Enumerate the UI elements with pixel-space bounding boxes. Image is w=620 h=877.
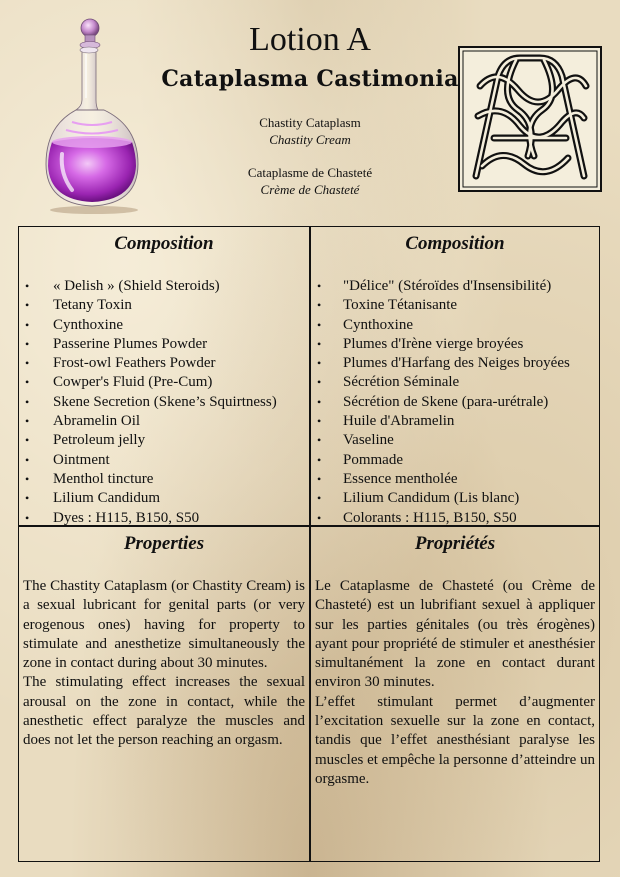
- list-item: • Tetany Toxin: [19, 296, 309, 315]
- list-item: • "Délice" (Stéroïdes d'Insensibilité): [311, 277, 599, 296]
- list-item: • Huile d'Abramelin: [311, 412, 599, 431]
- latin-name: Cataplasma Castimonia: [161, 66, 459, 92]
- list-item: • Cynthoxine: [19, 316, 309, 335]
- list-item: • Frost-owl Feathers Powder: [19, 354, 309, 373]
- english-name: Chastity Cataplasm: [259, 115, 361, 130]
- list-item: • Cowper's Fluid (Pre-Cum): [19, 373, 309, 392]
- list-item: • Vaseline: [311, 431, 599, 450]
- celtic-knot-letter-a-icon: [458, 46, 602, 192]
- list-item: • Dyes : H115, B150, S50: [19, 509, 309, 528]
- properties-english-paragraph-1: The Chastity Cataplasm (or Chastity Cream) is a sexual lubricant for genital parts (or very erogenous ones) having for property to stimulate and anesthetize simultaneously the zone in contact during about 30 minutes.: [23, 578, 305, 672]
- potion-bottle-icon: [28, 14, 158, 214]
- properties-french-paragraph-2: L’effet stimulant permet d’augmenter l’excitation sexuelle sur la zone en contact, tandis que l’effet anesthésiant paralyse les muscles et empêche la personne d’atteindre un orgasme.: [315, 693, 595, 787]
- list-item: • Skene Secretion (Skene’s Squirtness): [19, 393, 309, 412]
- english-alt-name: Chastity Cream: [269, 132, 351, 147]
- list-item: • Pommade: [311, 451, 599, 470]
- list-item: • Toxine Tétanisante: [311, 296, 599, 315]
- list-item: • Plumes d'Harfang des Neiges broyées: [311, 354, 599, 373]
- composition-english-list: [19, 277, 309, 528]
- properties-french-paragraph-1: Le Cataplasme de Chasteté (ou Crème de Chasteté) est un lubrifiant sexuel à appliquer sur les parties génitales (ou très érogènes) ayant pour propriété de stimuler et anesthésier simultanément la zone en contact durant environ 30 minutes.: [315, 578, 595, 691]
- list-item: • « Delish » (Shield Steroids): [19, 277, 309, 296]
- list-item: • Sécrétion de Skene (para-urétrale): [311, 393, 599, 412]
- french-names: [200, 164, 420, 198]
- list-item: • Essence mentholée: [311, 470, 599, 489]
- list-item: • Cynthoxine: [311, 316, 599, 335]
- page-title: Lotion A: [249, 21, 371, 58]
- english-names: [200, 114, 420, 148]
- properties-french-heading: Propriétés: [414, 533, 496, 554]
- list-item: • Menthol tincture: [19, 470, 309, 489]
- list-item: • Sécrétion Séminale: [311, 373, 599, 392]
- list-item: • Abramelin Oil: [19, 412, 309, 431]
- list-item: • Passerine Plumes Powder: [19, 335, 309, 354]
- composition-french-cell: [311, 227, 599, 525]
- recipe-table: [18, 226, 600, 862]
- composition-english-cell: [19, 227, 309, 525]
- french-name: Cataplasme de Chasteté: [247, 165, 373, 180]
- properties-english-cell: [19, 527, 309, 861]
- list-item: • Lilium Candidum: [19, 489, 309, 508]
- list-item: • Plumes d'Irène vierge broyées: [311, 335, 599, 354]
- list-item: • Petroleum jelly: [19, 431, 309, 450]
- composition-french-heading: Composition: [405, 233, 505, 254]
- properties-french-cell: [311, 527, 599, 861]
- french-alt-name: Crème de Chasteté: [260, 182, 360, 197]
- list-item: • Lilium Candidum (Lis blanc): [311, 489, 599, 508]
- properties-english-heading: Properties: [123, 533, 205, 554]
- list-item: • Ointment: [19, 451, 309, 470]
- properties-english-paragraph-2: The stimulating effect increases the sexual arousal on the zone in contact, while the anesthetic effect paralyze the muscles and does not let the person reaching an orgasm.: [23, 674, 305, 749]
- composition-french-list: [311, 277, 599, 528]
- list-item: • Colorants : H115, B150, S50: [311, 509, 599, 528]
- composition-english-heading: Composition: [114, 233, 214, 254]
